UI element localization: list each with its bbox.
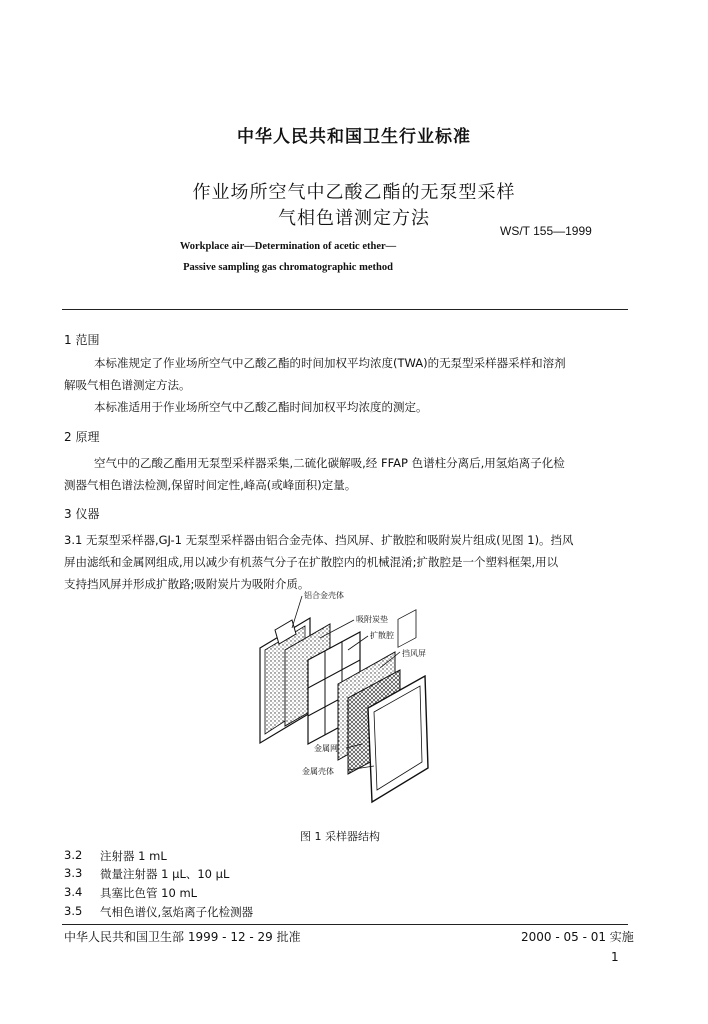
english-title-line-2: Passive sampling gas chromatographic method	[183, 262, 393, 273]
section-2-heading: 2 原理	[64, 430, 100, 444]
item-3-3-text: 微量注射器 1 μL、10 μL	[100, 867, 230, 881]
sampler-structure-figure	[250, 588, 450, 828]
section-3-1-line-1: 3.1 无泵型采样器,GJ-1 无泵型采样器由铝合金壳体、挡风屏、扩散腔和吸附炭片组成(见图 1)。挡风	[64, 533, 574, 547]
title-line-1: 作业场所空气中乙酸乙酯的无泵型采样	[192, 182, 516, 203]
section-3-1-line-2: 屏由滤纸和金属网组成,用以减少有机蒸气分子在扩散腔内的机械混淆;扩散腔是一个塑料框架,用以	[64, 555, 559, 569]
standard-number: WS/T 155—1999	[500, 224, 592, 238]
item-3-4-number: 3.4	[64, 885, 83, 899]
section-1-paragraph-1-line-2: 解吸气相色谱测定方法。	[64, 378, 191, 392]
label-diffusion-chamber: 扩散腔	[370, 631, 394, 640]
section-1-paragraph-2: 本标准适用于作业场所空气中乙酸乙酯时间加权平均浓度的测定。	[94, 400, 428, 414]
label-metal-mesh: 金属网	[314, 744, 338, 753]
implementation-date: 2000 - 05 - 01 实施	[521, 930, 634, 944]
approval-date: 中华人民共和国卫生部 1999 - 12 - 29 批准	[64, 930, 301, 944]
section-1-heading: 1 范围	[64, 333, 100, 347]
figure-caption: 图 1 采样器结构	[300, 830, 380, 843]
issuing-organization: 中华人民共和国卫生行业标准	[237, 127, 471, 147]
section-2-paragraph-line-2: 测器气相色谱法检测,保留时间定性,峰高(或峰面积)定量。	[64, 478, 357, 492]
item-3-4-text: 具塞比色管 10 mL	[100, 886, 198, 900]
label-carbon-pad: 吸附炭垫	[356, 615, 388, 624]
footer-divider	[62, 924, 628, 925]
title-line-2: 气相色谱测定方法	[278, 208, 430, 229]
item-3-5-text: 气相色谱仪,氢焰离子化检测器	[100, 905, 254, 919]
header-divider	[62, 309, 628, 310]
section-2-paragraph-line-1: 空气中的乙酸乙酯用无泵型采样器采集,二硫化碳解吸,经 FFAP 色谱柱分离后,用氢焰离子化检	[94, 456, 565, 470]
label-metal-shell: 金属壳体	[302, 767, 334, 776]
section-3-1-line-3: 支持挡风屏并形成扩散路;吸附炭片为吸附介质。	[64, 577, 310, 591]
label-windscreen: 挡风屏	[402, 649, 426, 658]
item-3-2-text: 注射器 1 mL	[100, 849, 167, 863]
item-3-3-number: 3.3	[64, 866, 83, 880]
item-3-2-number: 3.2	[64, 848, 83, 862]
label-aluminum-shell: 铝合金壳体	[304, 591, 344, 600]
english-title-line-1: Workplace air—Determination of acetic ether—	[179, 241, 397, 252]
item-3-5-number: 3.5	[64, 904, 83, 918]
section-3-heading: 3 仪器	[64, 507, 100, 521]
section-1-paragraph-1-line-1: 本标准规定了作业场所空气中乙酸乙酯的时间加权平均浓度(TWA)的无泵型采样器采样和溶剂	[94, 356, 566, 370]
page-number: 1	[611, 950, 619, 964]
